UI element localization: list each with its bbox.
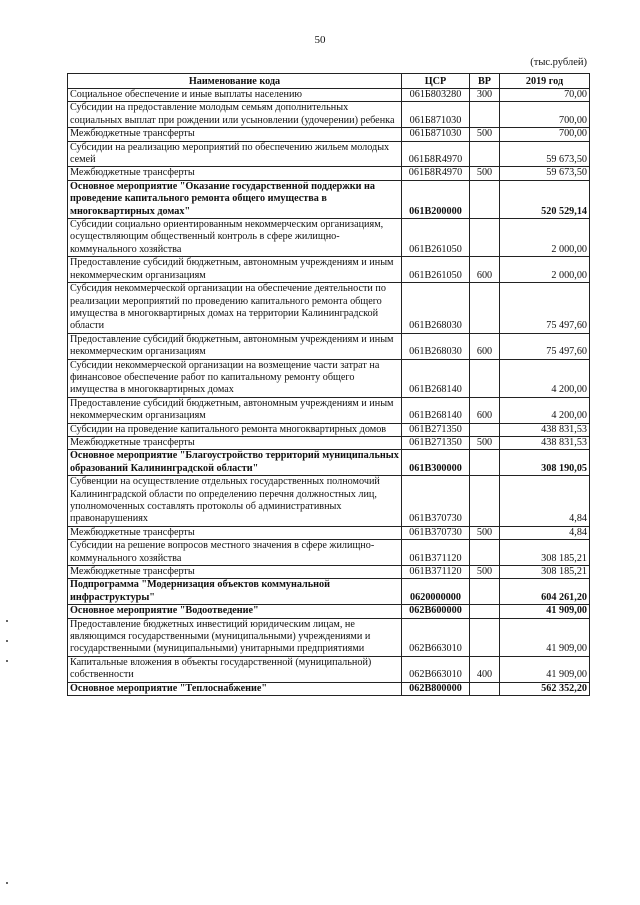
row-name-cell: Субсидии социально ориентированным некоммерческим организациям, осуществляющим общественный контроль в сфере жилищно-коммунального хозяйства <box>68 219 402 257</box>
row-name-cell: Основное мероприятие "Благоустройство территорий муниципальных образований Калининградской области" <box>68 450 402 476</box>
table-body <box>68 89 590 696</box>
row-vr-cell <box>470 102 500 128</box>
row-vr-cell: 500 <box>470 566 500 579</box>
row-name-cell: Субсидии на реализацию мероприятий по обеспечению жильем молодых семей <box>68 141 402 167</box>
row-csr-cell: 061В370730 <box>402 526 470 539</box>
row-vr-cell <box>470 579 500 605</box>
row-amount-cell: 59 673,50 <box>500 141 590 167</box>
row-csr-cell: 062В600000 <box>402 605 470 618</box>
table-row <box>68 436 590 449</box>
margin-dot <box>6 640 8 642</box>
table-row <box>68 141 590 167</box>
row-amount-cell: 4,84 <box>500 526 590 539</box>
row-csr-cell: 061В268030 <box>402 283 470 334</box>
table-row <box>68 102 590 128</box>
row-name-cell: Предоставление субсидий бюджетным, автономным учреждениям и иным некоммерческим организациям <box>68 257 402 283</box>
row-vr-cell <box>470 605 500 618</box>
row-vr-cell <box>470 540 500 566</box>
row-csr-cell: 061В300000 <box>402 450 470 476</box>
row-name-cell: Капитальные вложения в объекты государственной (муниципальной) собственности <box>68 656 402 682</box>
row-csr-cell: 061Б871030 <box>402 102 470 128</box>
row-name-cell: Предоставление субсидий бюджетным, автономным учреждениям и иным некоммерческим организациям <box>68 397 402 423</box>
table-row <box>68 219 590 257</box>
table-row <box>68 682 590 695</box>
row-csr-cell: 062В663010 <box>402 618 470 656</box>
table-row <box>68 605 590 618</box>
table-row <box>68 359 590 397</box>
row-name-cell: Субсидии на проведение капитального ремонта многоквартирных домов <box>68 423 402 436</box>
row-vr-cell <box>470 141 500 167</box>
row-amount-cell: 41 909,00 <box>500 605 590 618</box>
row-csr-cell: 061В371120 <box>402 566 470 579</box>
row-name-cell: Межбюджетные трансферты <box>68 128 402 141</box>
row-csr-cell: 061В268140 <box>402 397 470 423</box>
row-amount-cell: 4 200,00 <box>500 359 590 397</box>
row-vr-cell <box>470 219 500 257</box>
row-amount-cell: 75 497,60 <box>500 283 590 334</box>
row-vr-cell <box>470 476 500 527</box>
row-csr-cell: 062В800000 <box>402 682 470 695</box>
row-csr-cell: 061Б8R4970 <box>402 167 470 180</box>
table-row <box>68 476 590 527</box>
row-name-cell: Межбюджетные трансферты <box>68 566 402 579</box>
header-name: Наименование кода <box>68 74 402 89</box>
row-name-cell: Основное мероприятие "Водоотведение" <box>68 605 402 618</box>
row-vr-cell <box>470 180 500 218</box>
table-row <box>68 540 590 566</box>
row-amount-cell: 438 831,53 <box>500 436 590 449</box>
row-vr-cell <box>470 682 500 695</box>
row-amount-cell: 700,00 <box>500 128 590 141</box>
row-vr-cell: 300 <box>470 89 500 102</box>
table-row <box>68 180 590 218</box>
row-amount-cell: 520 529,14 <box>500 180 590 218</box>
row-name-cell: Межбюджетные трансферты <box>68 167 402 180</box>
row-name-cell: Социальное обеспечение и иные выплаты населению <box>68 89 402 102</box>
row-amount-cell: 75 497,60 <box>500 333 590 359</box>
row-name-cell: Субсидии на предоставление молодым семьям дополнительных социальных выплат при рождении или усыновлении (удочерении) ребенка <box>68 102 402 128</box>
row-vr-cell: 500 <box>470 526 500 539</box>
row-csr-cell: 061Б8R4970 <box>402 141 470 167</box>
row-amount-cell: 700,00 <box>500 102 590 128</box>
row-name-cell: Основное мероприятие "Оказание государственной поддержки на проведение капитального ремонта общего имущества в многоквартирных домах" <box>68 180 402 218</box>
table-row <box>68 618 590 656</box>
row-csr-cell: 061В268030 <box>402 333 470 359</box>
table-row <box>68 423 590 436</box>
row-vr-cell: 600 <box>470 397 500 423</box>
header-year: 2019 год <box>500 74 590 89</box>
row-name-cell: Предоставление субсидий бюджетным, автономным учреждениям и иным некоммерческим организациям <box>68 333 402 359</box>
row-name-cell: Предоставление бюджетных инвестиций юридическим лицам, не являющимся государственными (муниципальными) учреждениями и государственными (муниципальными) унитарными предприятиями <box>68 618 402 656</box>
row-csr-cell: 061В271350 <box>402 436 470 449</box>
row-name-cell: Субсидии некоммерческой организации на возмещение части затрат на финансовое обеспечение работ по капитальному ремонту общего имущества в многоквартирных домах <box>68 359 402 397</box>
row-name-cell: Основное мероприятие "Теплоснабжение" <box>68 682 402 695</box>
row-vr-cell <box>470 423 500 436</box>
row-name-cell: Субвенции на осуществление отдельных государственных полномочий Калининградской области по определению перечня должностных лиц, уполномоченных составлять протоколы об административных правонарушениях <box>68 476 402 527</box>
row-amount-cell: 438 831,53 <box>500 423 590 436</box>
row-name-cell: Межбюджетные трансферты <box>68 436 402 449</box>
row-amount-cell: 4 200,00 <box>500 397 590 423</box>
table-row <box>68 333 590 359</box>
row-csr-cell: 061В200000 <box>402 180 470 218</box>
row-amount-cell: 308 190,05 <box>500 450 590 476</box>
row-csr-cell: 061В261050 <box>402 257 470 283</box>
row-amount-cell: 2 000,00 <box>500 257 590 283</box>
table-row <box>68 257 590 283</box>
row-csr-cell: 062В663010 <box>402 656 470 682</box>
header-vr: ВР <box>470 74 500 89</box>
row-amount-cell: 308 185,21 <box>500 566 590 579</box>
margin-dot <box>6 620 8 622</box>
row-amount-cell: 562 352,20 <box>500 682 590 695</box>
units-label: (тыс.рублей) <box>530 57 587 68</box>
row-csr-cell: 0620000000 <box>402 579 470 605</box>
page-number: 50 <box>314 34 326 46</box>
row-amount-cell: 2 000,00 <box>500 219 590 257</box>
row-amount-cell: 41 909,00 <box>500 618 590 656</box>
row-vr-cell: 400 <box>470 656 500 682</box>
row-vr-cell: 600 <box>470 257 500 283</box>
row-amount-cell: 59 673,50 <box>500 167 590 180</box>
row-vr-cell: 500 <box>470 436 500 449</box>
table-row <box>68 128 590 141</box>
row-csr-cell: 061В268140 <box>402 359 470 397</box>
row-csr-cell: 061В271350 <box>402 423 470 436</box>
row-amount-cell: 308 185,21 <box>500 540 590 566</box>
row-vr-cell <box>470 283 500 334</box>
header-csr: ЦСР <box>402 74 470 89</box>
row-vr-cell <box>470 450 500 476</box>
table-row <box>68 167 590 180</box>
row-amount-cell: 4,84 <box>500 476 590 527</box>
row-csr-cell: 061В261050 <box>402 219 470 257</box>
row-name-cell: Субсидия некоммерческой организации на обеспечение деятельности по реализации мероприятий по проведению капитального ремонта общего имущества в многоквартирных домах на территории Калининградской области <box>68 283 402 334</box>
row-vr-cell: 500 <box>470 167 500 180</box>
table-row <box>68 89 590 102</box>
budget-table <box>67 73 590 696</box>
row-csr-cell: 061В370730 <box>402 476 470 527</box>
table-row <box>68 566 590 579</box>
row-name-cell: Межбюджетные трансферты <box>68 526 402 539</box>
table-header-row <box>68 74 590 89</box>
margin-dot <box>6 882 8 884</box>
table-row <box>68 656 590 682</box>
row-name-cell: Подпрограмма "Модернизация объектов коммунальной инфраструктуры" <box>68 579 402 605</box>
margin-dot <box>6 660 8 662</box>
table-row <box>68 397 590 423</box>
row-vr-cell <box>470 359 500 397</box>
row-amount-cell: 41 909,00 <box>500 656 590 682</box>
table-row <box>68 526 590 539</box>
row-vr-cell: 500 <box>470 128 500 141</box>
row-amount-cell: 604 261,20 <box>500 579 590 605</box>
row-amount-cell: 70,00 <box>500 89 590 102</box>
row-csr-cell: 061В371120 <box>402 540 470 566</box>
row-csr-cell: 061Б871030 <box>402 128 470 141</box>
row-csr-cell: 061Б803280 <box>402 89 470 102</box>
row-vr-cell: 600 <box>470 333 500 359</box>
table-row <box>68 283 590 334</box>
row-name-cell: Субсидии на решение вопросов местного значения в сфере жилищно-коммунального хозяйства <box>68 540 402 566</box>
row-vr-cell <box>470 618 500 656</box>
table-row <box>68 450 590 476</box>
table-row <box>68 579 590 605</box>
